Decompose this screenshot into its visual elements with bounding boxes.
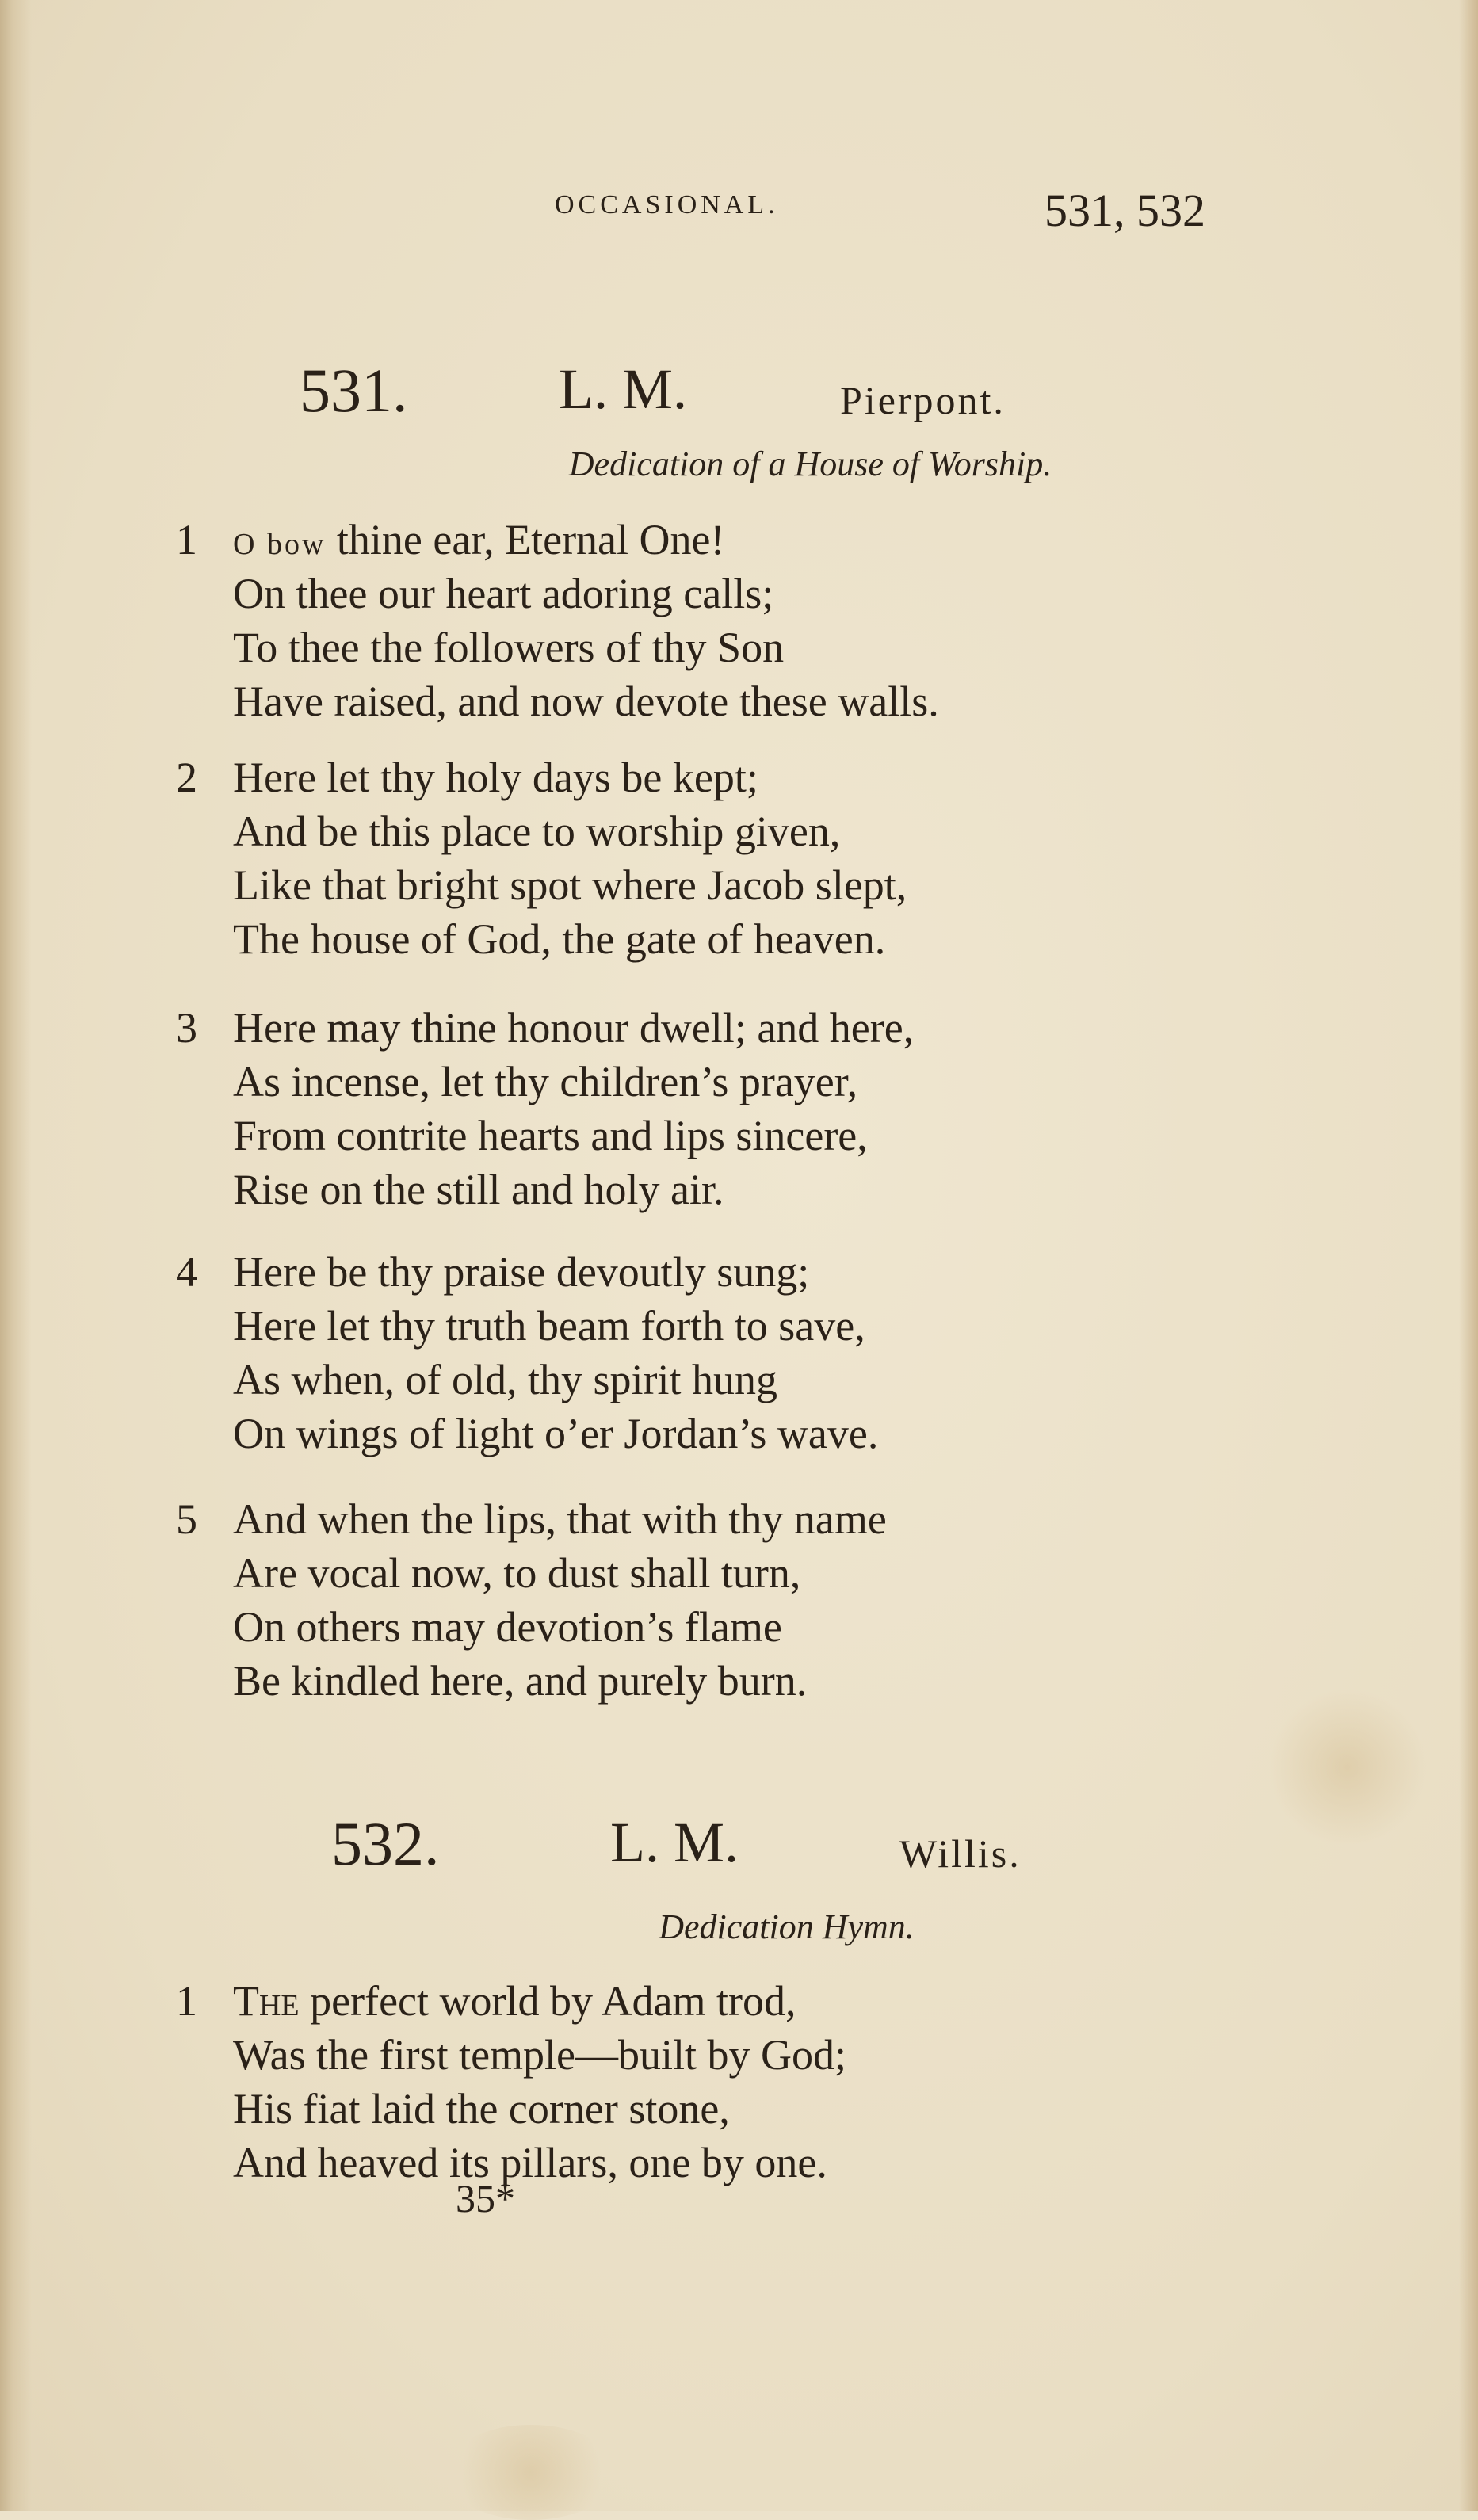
- verse-line: Was the first temple—built by God;: [233, 2031, 847, 2079]
- verse-number: 2: [176, 754, 197, 801]
- verse-number: 1: [176, 516, 197, 563]
- hymn-author-text: Willis.: [899, 1831, 1022, 1876]
- verse-number: 3: [176, 1004, 197, 1052]
- verse-line: The house of God, the gate of heaven.: [233, 915, 886, 963]
- verse-line: Rise on the still and holy air.: [233, 1166, 724, 1213]
- verse-number: 1: [176, 1977, 197, 2025]
- verse-line: And heaved its pillars, one by one.: [233, 2139, 827, 2186]
- verse-line: His fiat laid the corner stone,: [233, 2085, 730, 2132]
- verse-line: On others may devotion’s flame: [233, 1603, 782, 1651]
- verse-number: 4: [176, 1248, 197, 1296]
- hymn-author-text: Pierpont.: [840, 378, 1006, 422]
- verse-line: To thee the followers of thy Son: [233, 624, 785, 671]
- verse-line: Have raised, and now devote these walls.: [233, 678, 939, 725]
- verse-number: 5: [176, 1495, 197, 1543]
- hymn-number: 532.: [331, 1809, 440, 1878]
- verse-line: As incense, let thy children’s prayer,: [233, 1058, 858, 1105]
- verse-line: On thee our heart adoring calls;: [233, 570, 774, 617]
- verse-line-rest: perfect world by Adam trod,: [299, 1977, 796, 2025]
- verse-line: Be kindled here, and purely burn.: [233, 1657, 808, 1705]
- verse-line-rest: thine ear, Eternal One!: [326, 516, 725, 563]
- verse-line: Here let thy holy days be kept;: [233, 754, 758, 801]
- verse-line: And when the lips, that with thy name: [233, 1495, 887, 1543]
- hymn-author: [899, 1831, 1022, 1877]
- verse-line: Are vocal now, to dust shall turn,: [233, 1549, 801, 1597]
- verse-line: Here let thy truth beam forth to save,: [233, 1302, 865, 1350]
- verse-lead-text: The: [233, 1977, 300, 2025]
- verse-line: [233, 515, 724, 564]
- hymn-meter: L. M.: [610, 1811, 739, 1874]
- running-head-page-numbers: 531, 532: [1045, 185, 1205, 236]
- verse-line: And be this place to worship given,: [233, 808, 841, 855]
- running-head-section: OCCASIONAL.: [555, 190, 779, 220]
- hymn-subtitle: Dedication of a House of Worship.: [568, 445, 1052, 483]
- verse-line: [233, 1976, 796, 2026]
- verse-line: Here may thine honour dwell; and here,: [233, 1004, 915, 1052]
- verse-line: As when, of old, thy spirit hung: [233, 1356, 777, 1403]
- hymn-header-531: [0, 355, 1478, 425]
- hymn-number: 531.: [300, 356, 408, 425]
- hymn-meter: L. M.: [559, 357, 687, 421]
- verse-lead-small-caps: O bow: [233, 528, 327, 561]
- verse-line: On wings of light o’er Jordan’s wave.: [233, 1410, 879, 1457]
- verse-line: Here be thy praise devoutly sung;: [233, 1248, 810, 1296]
- signature-mark: 35*: [456, 2176, 515, 2220]
- verse-line: Like that bright spot where Jacob slept,: [233, 861, 907, 909]
- paper-stain: [444, 2425, 618, 2520]
- hymn-subtitle: Dedication Hymn.: [659, 1907, 915, 1946]
- hymn-header-532: [0, 1808, 1478, 1878]
- hymn-author: [840, 377, 1006, 423]
- verse-lead-small-caps: [233, 1977, 300, 2025]
- verse-line: From contrite hearts and lips sincere,: [233, 1112, 868, 1159]
- running-head: [0, 184, 1478, 239]
